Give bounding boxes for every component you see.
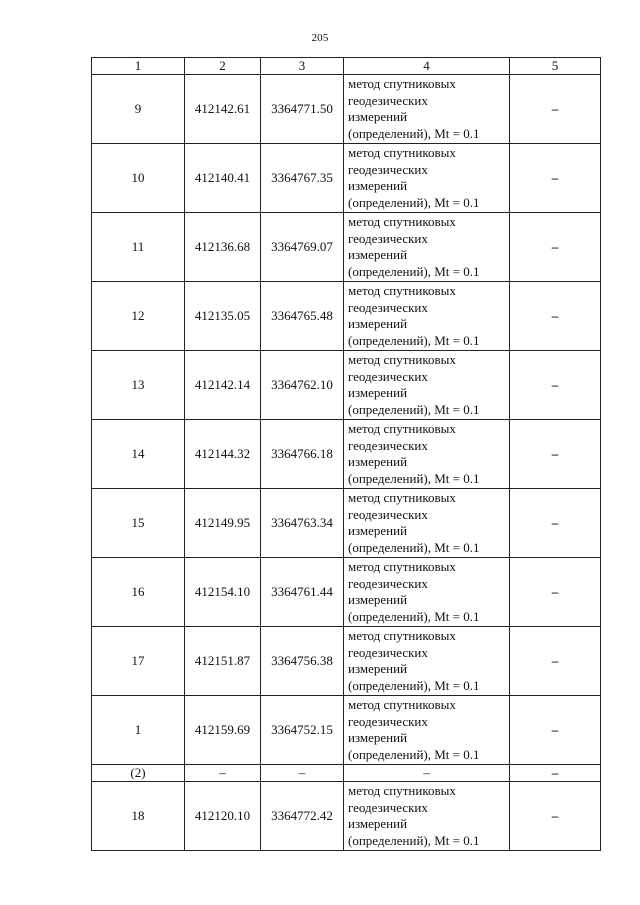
method-line: измерений [348,385,408,400]
x-coordinate-cell: 412140.41 [185,144,261,213]
method-line: метод спутниковых [348,628,456,643]
point-number-cell: 9 [92,75,185,144]
table-row [92,144,601,213]
method-line: геодезических [348,299,428,315]
table-row [92,627,601,696]
table-header-row [92,58,601,75]
header-col-4: 4 [344,58,510,75]
extra-cell: – [510,75,601,144]
header-col-5: 5 [510,58,601,75]
x-coordinate-cell: 412144.32 [185,420,261,489]
x-coordinate-cell: 412142.61 [185,75,261,144]
x-coordinate-cell: 412142.14 [185,351,261,420]
method-line: (определений), Mt = 0.1 [348,832,480,848]
point-number-cell: 13 [92,351,185,420]
point-number-cell: 1 [92,696,185,765]
separator-y-cell: – [261,765,344,782]
method-line: метод спутниковых [348,214,456,229]
coordinates-table [91,57,601,851]
method-cell [344,282,510,351]
y-coordinate-cell: 3364761.44 [261,558,344,627]
method-line: геодезических [348,437,428,453]
y-coordinate-cell: 3364762.10 [261,351,344,420]
y-coordinate-cell: 3364767.35 [261,144,344,213]
extra-cell: – [510,282,601,351]
extra-cell: – [510,558,601,627]
y-coordinate-cell: 3364756.38 [261,627,344,696]
method-line: (определений), Mt = 0.1 [348,539,480,555]
table-row [92,75,601,144]
table-row [92,558,601,627]
method-cell [344,558,510,627]
point-number-cell: 18 [92,782,185,851]
table-row [92,351,601,420]
method-line: метод спутниковых [348,145,456,160]
method-line: измерений [348,592,408,607]
method-cell [344,351,510,420]
method-line: метод спутниковых [348,559,456,574]
separator-x-cell: – [185,765,261,782]
extra-cell: – [510,489,601,558]
method-line: метод спутниковых [348,352,456,367]
point-number-cell: 11 [92,213,185,282]
separator-row [92,765,601,782]
x-coordinate-cell: 412149.95 [185,489,261,558]
table-row [92,489,601,558]
point-number-cell: 15 [92,489,185,558]
extra-cell: – [510,144,601,213]
method-line: измерений [348,661,408,676]
x-coordinate-cell: 412136.68 [185,213,261,282]
method-cell [344,75,510,144]
method-line: измерений [348,816,408,831]
x-coordinate-cell: 412159.69 [185,696,261,765]
method-line: измерений [348,109,408,124]
method-line: геодезических [348,713,428,729]
method-line: (определений), Mt = 0.1 [348,332,480,348]
header-col-2: 2 [185,58,261,75]
method-line: геодезических [348,230,428,246]
method-line: измерений [348,730,408,745]
method-line: метод спутниковых [348,76,456,91]
point-number-cell: 14 [92,420,185,489]
y-coordinate-cell: 3364769.07 [261,213,344,282]
method-line: метод спутниковых [348,783,456,798]
point-number-cell: 16 [92,558,185,627]
y-coordinate-cell: 3364772.42 [261,782,344,851]
table-row [92,696,601,765]
method-line: геодезических [348,368,428,384]
method-line: геодезических [348,575,428,591]
y-coordinate-cell: 3364771.50 [261,75,344,144]
method-cell [344,144,510,213]
y-coordinate-cell: 3364752.15 [261,696,344,765]
method-cell [344,782,510,851]
point-number-cell: 17 [92,627,185,696]
method-line: метод спутниковых [348,697,456,712]
method-line: измерений [348,454,408,469]
method-line: метод спутниковых [348,283,456,298]
header-col-1: 1 [92,58,185,75]
separator-extra-cell: – [510,765,601,782]
table-body [92,75,601,851]
method-line: измерений [348,316,408,331]
y-coordinate-cell: 3364766.18 [261,420,344,489]
separator-method-cell: – [344,765,510,782]
table-row [92,213,601,282]
point-number-cell: 10 [92,144,185,213]
method-cell [344,213,510,282]
extra-cell: – [510,627,601,696]
header-col-3: 3 [261,58,344,75]
method-line: (определений), Mt = 0.1 [348,677,480,693]
method-line: (определений), Mt = 0.1 [348,470,480,486]
extra-cell: – [510,782,601,851]
separator-point-cell: (2) [92,765,185,782]
x-coordinate-cell: 412135.05 [185,282,261,351]
table-row [92,782,601,851]
x-coordinate-cell: 412151.87 [185,627,261,696]
y-coordinate-cell: 3364763.34 [261,489,344,558]
extra-cell: – [510,213,601,282]
extra-cell: – [510,351,601,420]
method-line: геодезических [348,644,428,660]
method-cell [344,696,510,765]
method-line: измерений [348,247,408,262]
point-number-cell: 12 [92,282,185,351]
x-coordinate-cell: 412120.10 [185,782,261,851]
y-coordinate-cell: 3364765.48 [261,282,344,351]
table-row [92,420,601,489]
page-number: 205 [311,32,329,44]
extra-cell: – [510,420,601,489]
method-cell [344,627,510,696]
extra-cell: – [510,696,601,765]
method-line: (определений), Mt = 0.1 [348,401,480,417]
method-line: метод спутниковых [348,421,456,436]
method-line: геодезических [348,92,428,108]
method-cell [344,489,510,558]
x-coordinate-cell: 412154.10 [185,558,261,627]
method-cell [344,420,510,489]
method-line: геодезических [348,506,428,522]
method-line: геодезических [348,799,428,815]
method-line: (определений), Mt = 0.1 [348,608,480,624]
method-line: (определений), Mt = 0.1 [348,263,480,279]
method-line: (определений), Mt = 0.1 [348,125,480,141]
method-line: измерений [348,523,408,538]
method-line: (определений), Mt = 0.1 [348,746,480,762]
method-line: метод спутниковых [348,490,456,505]
method-line: измерений [348,178,408,193]
method-line: (определений), Mt = 0.1 [348,194,480,210]
table-row [92,282,601,351]
method-line: геодезических [348,161,428,177]
